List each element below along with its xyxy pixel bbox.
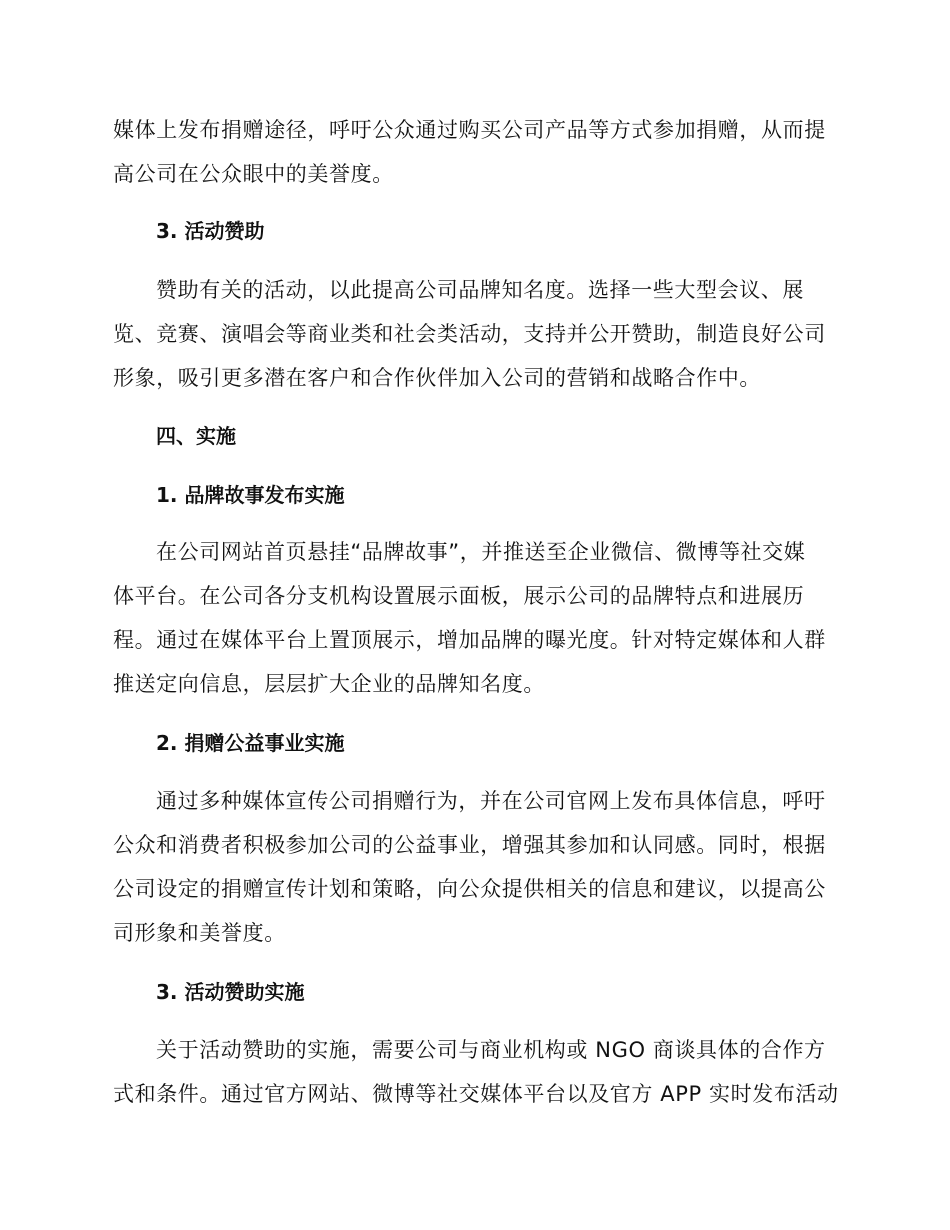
heading-sponsorship-implementation: 3. 活动赞助实施 [156,980,305,1004]
heading-donation-implementation: 2. 捐赠公益事业实施 [156,731,345,755]
heading-brand-story-implementation: 1. 品牌故事发布实施 [156,483,345,507]
paragraph-line: 形象，吸引更多潜在客户和合作伙伴加入公司的营销和战略合作中。 [113,366,761,390]
paragraph-line: 程。通过在媒体平台上置顶展示，增加品牌的曝光度。针对特定媒体和人群 [113,628,826,652]
paragraph-line: 媒体上发布捐赠途径，呼吁公众通过购买公司产品等方式参加捐赠，从而提 [113,118,826,142]
paragraph-line: 览、竞赛、演唱会等商业类和社会类活动，支持并公开赞助，制造良好公司 [113,322,826,346]
paragraph-line: 高公司在公众眼中的美誉度。 [113,162,394,186]
heading-section-implementation: 四、实施 [156,424,236,448]
paragraph-line: 推送定向信息，层层扩大企业的品牌知名度。 [113,672,545,696]
paragraph-line: 通过多种媒体宣传公司捐赠行为，并在公司官网上发布具体信息，呼吁 [156,789,826,813]
paragraph-line: 式和条件。通过官方网站、微博等社交媒体平台以及官方 APP 实时发布活动 [113,1082,839,1106]
paragraph-line: 体平台。在公司各分支机构设置展示面板，展示公司的品牌特点和进展历 [113,584,805,608]
paragraph-line: 赞助有关的活动，以此提高公司品牌知名度。选择一些大型会议、展 [156,278,804,302]
paragraph-line: 关于活动赞助的实施，需要公司与商业机构或 NGO 商谈具体的合作方 [156,1038,826,1062]
paragraph-line: 公司设定的捐赠宣传计划和策略，向公众提供相关的信息和建议，以提高公 [113,877,826,901]
heading-activity-sponsorship: 3. 活动赞助 [156,219,265,243]
paragraph-line: 司形象和美誉度。 [113,921,286,945]
paragraph-line: 在公司网站首页悬挂“品牌故事”，并推送至企业微信、微博等社交媒 [156,540,806,564]
paragraph-line: 公众和消费者积极参加公司的公益事业，增强其参加和认同感。同时，根据 [113,833,826,857]
